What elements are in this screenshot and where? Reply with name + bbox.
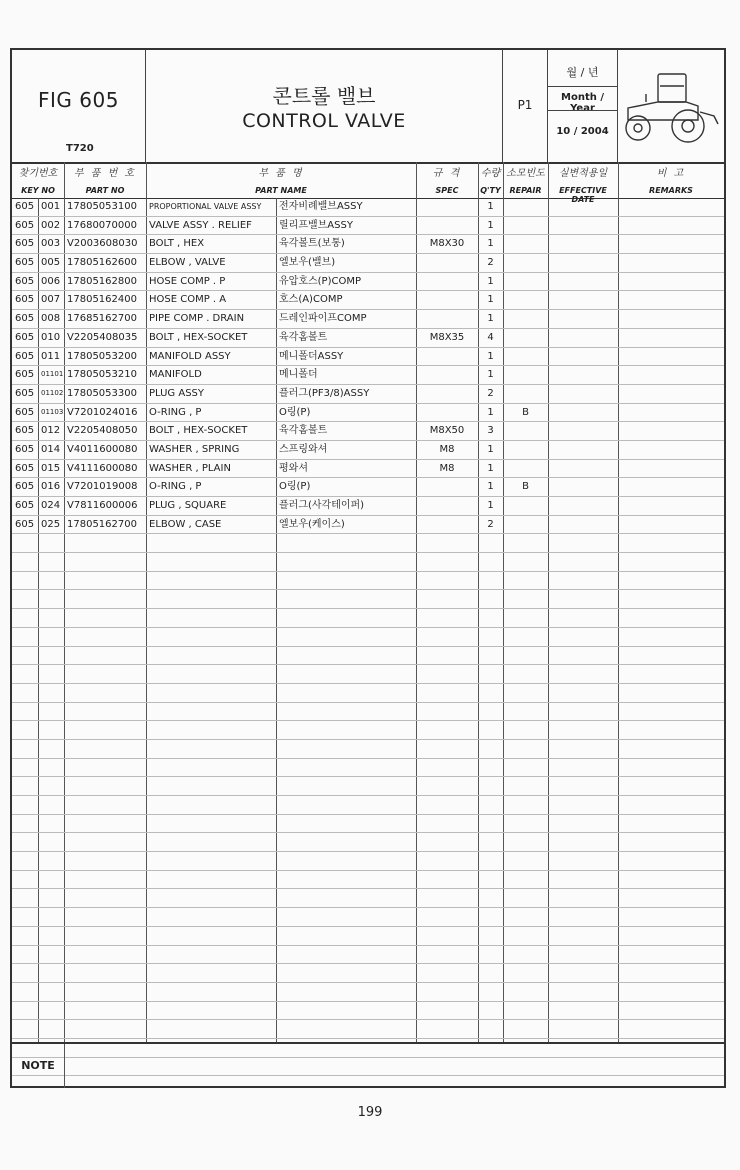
cell-name-en: O-RING , P: [149, 481, 202, 493]
cell-part-no: 17805162400: [67, 294, 137, 306]
table-row: [12, 235, 724, 254]
cell-key: 025: [41, 518, 61, 530]
cell-name-ko: 메니폴더: [279, 369, 318, 381]
cell-name-ko: 전자비례밸브ASSY: [279, 201, 363, 212]
date-cell: [548, 50, 618, 162]
cell-name-ko: 드레인파이프COMP: [279, 313, 367, 325]
table-row: [12, 572, 724, 591]
cell-repair: [503, 460, 548, 478]
cell-name-ko: 유압호스(P)COMP: [279, 275, 361, 287]
cell-qty: 1: [487, 350, 494, 362]
cell-repair: [503, 329, 548, 347]
page-cell: [503, 50, 548, 162]
cell-qty: 1: [487, 219, 494, 231]
cell-part-no: V7811600006: [67, 500, 138, 511]
cell-key: 015: [41, 462, 61, 474]
cell-name-ko: 육각볼트(보통): [279, 238, 345, 250]
table-row: [12, 796, 724, 815]
cell-name-en: BOLT , HEX-SOCKET: [149, 425, 248, 437]
table-row: [12, 628, 724, 647]
table-row: [12, 460, 724, 479]
cell-part-no: V2205408050: [67, 425, 138, 437]
cell-repair: B: [522, 406, 529, 418]
note-section: [12, 1042, 724, 1088]
table-row: [12, 553, 724, 572]
sheet-header: [12, 50, 724, 164]
tractor-icon: [618, 50, 724, 162]
cell-repair: [503, 348, 548, 366]
title-english: CONTROL VALVE: [242, 110, 406, 132]
cell-key: 005: [41, 257, 61, 269]
col-partname: 부 품 명 PART NAME: [255, 168, 307, 195]
cell-spec: [416, 310, 478, 328]
cell-part-no: 17680070000: [67, 219, 137, 231]
cell-repair: [503, 310, 548, 328]
cell-qty: 1: [487, 275, 494, 287]
cell-name-en: VALVE ASSY . RELIEF: [149, 219, 252, 231]
cell-name-en: MANIFOLD: [149, 369, 202, 381]
date-label-english: Month / Year: [561, 92, 604, 114]
cell-spec: M8: [439, 443, 455, 455]
cell-name-en: PLUG , SQUARE: [149, 500, 227, 511]
cell-spec: [416, 291, 478, 309]
cell-repair: [503, 198, 548, 216]
cell-qty: 1: [487, 369, 494, 381]
cell-qty: 2: [487, 518, 494, 530]
table-row: [12, 385, 724, 404]
cell-fig: 605: [15, 462, 35, 474]
fig-number: FIG 605: [38, 88, 119, 112]
cell-part-no: 17805053200: [67, 350, 137, 362]
cell-name-ko: 평와셔: [279, 462, 308, 474]
cell-qty: 4: [487, 331, 494, 343]
table-row: [12, 516, 724, 535]
cell-name-en: HOSE COMP . P: [149, 275, 226, 287]
cell-repair: [503, 366, 548, 384]
title-cell: [146, 50, 503, 162]
cell-spec: M8X30: [429, 238, 465, 250]
cell-key: 006: [41, 275, 61, 287]
cell-name-ko: 엘보우(케이스): [279, 518, 345, 530]
title-korean: 콘트롤 밸브: [272, 84, 376, 108]
cell-name-ko: 메니폴더ASSY: [279, 350, 344, 362]
table-row: [12, 422, 724, 441]
cell-part-no: V7201024016: [67, 406, 138, 418]
col-partno: 부 품 번 호 PART NO: [73, 168, 137, 195]
cell-spec: [416, 478, 478, 496]
cell-qty: 2: [487, 257, 494, 269]
cell-part-no: 17805053300: [67, 387, 137, 399]
table-row: [12, 590, 724, 609]
table-row: [12, 684, 724, 703]
cell-name-ko: 플러그(PF3/8)ASSY: [279, 387, 370, 399]
cell-part-no: 17685162700: [67, 313, 137, 325]
cell-name-en: PROPORTIONAL VALVE ASSY: [149, 202, 262, 211]
cell-key: 011: [41, 350, 61, 362]
cell-key: 014: [41, 443, 61, 455]
cell-spec: [416, 366, 478, 384]
table-row: [12, 497, 724, 516]
cell-fig: 605: [15, 481, 35, 493]
cell-repair: [503, 516, 548, 534]
table-row: [12, 273, 724, 292]
cell-qty: 1: [487, 406, 494, 418]
table-row: [12, 908, 724, 927]
cell-name-en: WASHER , SPRING: [149, 443, 240, 455]
page-number: 199: [357, 1105, 383, 1120]
cell-key: 008: [41, 313, 61, 325]
col-remarks: 비 고 REMARKS: [649, 168, 693, 195]
fig-cell: [12, 50, 146, 162]
table-row: [12, 647, 724, 666]
table-row: [12, 777, 724, 796]
cell-name-en: WASHER , PLAIN: [149, 462, 231, 474]
table-row: [12, 1002, 724, 1021]
cell-qty: 1: [487, 294, 494, 306]
cell-repair: [503, 235, 548, 253]
cell-fig: 605: [15, 219, 35, 231]
cell-fig: 605: [15, 201, 35, 212]
col-repair: 소모빈도 REPAIR: [506, 168, 545, 195]
cell-key: 001: [41, 201, 61, 212]
cell-name-ko: 릴리프밸브ASSY: [279, 219, 353, 231]
cell-key: 016: [41, 481, 61, 493]
cell-spec: [416, 217, 478, 235]
tractor-illustration: [618, 50, 724, 162]
cell-fig: 605: [15, 500, 35, 511]
cell-part-no: V2003608030: [67, 238, 138, 250]
table-row: [12, 964, 724, 983]
cell-spec: [416, 516, 478, 534]
cell-key: 003: [41, 238, 61, 250]
cell-name-ko: 플러그(사각테이퍼): [279, 500, 365, 511]
cell-fig: 605: [15, 238, 35, 250]
table-row: [12, 721, 724, 740]
cell-name-ko: 엘보우(밸브): [279, 257, 336, 269]
cell-key: 010: [41, 331, 61, 343]
cell-qty: 1: [487, 313, 494, 325]
table-row: [12, 665, 724, 684]
table-row: [12, 759, 724, 778]
cell-spec: M8: [439, 462, 455, 474]
cell-fig: 605: [15, 350, 35, 362]
cell-qty: 1: [487, 238, 494, 250]
cell-spec: [416, 404, 478, 422]
cell-spec: [416, 497, 478, 515]
cell-repair: [503, 441, 548, 459]
cell-part-no: 17805053100: [67, 201, 137, 212]
cell-spec: [416, 254, 478, 272]
cell-name-en: PIPE COMP . DRAIN: [149, 313, 245, 325]
cell-part-no: V7201019008: [67, 481, 138, 493]
parts-table: [12, 198, 724, 1076]
cell-name-en: BOLT , HEX: [149, 238, 205, 250]
cell-key: 01101: [41, 370, 64, 379]
cell-fig: 605: [15, 425, 35, 437]
cell-fig: 605: [15, 387, 35, 399]
cell-repair: [503, 291, 548, 309]
cell-name-ko: O링(P): [279, 406, 311, 418]
cell-spec: M8X35: [429, 331, 465, 343]
table-row: [12, 404, 724, 423]
cell-fig: 605: [15, 257, 35, 269]
cell-key: 01102: [41, 388, 64, 397]
table-row: [12, 534, 724, 553]
col-key: 찾기번호 KEY NO: [18, 168, 58, 195]
cell-qty: 3: [487, 425, 494, 437]
cell-name-en: PLUG ASSY: [149, 387, 204, 399]
cell-part-no: 17805162700: [67, 518, 137, 530]
cell-qty: 1: [487, 500, 494, 511]
table-row: [12, 1020, 724, 1039]
table-row: [12, 348, 724, 367]
cell-key: 01103: [41, 407, 64, 416]
date-value: 10 / 2004: [556, 126, 609, 137]
table-row: [12, 703, 724, 722]
table-row: [12, 852, 724, 871]
table-row: [12, 217, 724, 236]
table-row: [12, 609, 724, 628]
table-row: [12, 740, 724, 759]
cell-spec: [416, 273, 478, 291]
col-effective-date: 실변적용일 EFFECTIVE DATE: [558, 168, 608, 204]
cell-fig: 605: [15, 294, 35, 306]
table-row: [12, 198, 724, 217]
cell-name-en: HOSE COMP . A: [149, 294, 227, 306]
cell-spec: [416, 348, 478, 366]
cell-fig: 605: [15, 406, 35, 418]
table-row: [12, 254, 724, 273]
cell-repair: [503, 273, 548, 291]
cell-name-ko: O링(P): [279, 481, 311, 493]
cell-part-no: V4011600080: [67, 443, 138, 455]
cell-fig: 605: [15, 443, 35, 455]
col-qty: 수량 Q'TY: [480, 168, 501, 195]
cell-key: 024: [41, 500, 61, 511]
table-row: [12, 946, 724, 965]
cell-name-ko: 호스(A)COMP: [279, 294, 343, 306]
cell-key: 002: [41, 219, 61, 231]
cell-part-no: 17805053210: [67, 369, 137, 381]
table-row: [12, 889, 724, 908]
cell-name-en: ELBOW , VALVE: [149, 257, 226, 269]
table-row: [12, 441, 724, 460]
cell-qty: 1: [487, 201, 494, 212]
cell-spec: [416, 198, 478, 216]
page-label: P1: [517, 98, 533, 112]
cell-name-ko: 스프링와셔: [279, 443, 328, 455]
parts-sheet: [10, 48, 726, 1088]
cell-repair: [503, 254, 548, 272]
cell-name-en: ELBOW , CASE: [149, 518, 222, 530]
table-row: [12, 291, 724, 310]
table-row: [12, 833, 724, 852]
table-row: [12, 815, 724, 834]
cell-repair: [503, 497, 548, 515]
cell-qty: 1: [487, 443, 494, 455]
table-row: [12, 366, 724, 385]
cell-fig: 605: [15, 518, 35, 530]
cell-qty: 2: [487, 387, 494, 399]
cell-part-no: V2205408035: [67, 331, 138, 343]
cell-key: 007: [41, 294, 61, 306]
cell-repair: [503, 422, 548, 440]
cell-spec: M8X50: [429, 425, 465, 437]
cell-spec: [416, 385, 478, 403]
cell-name-ko: 육각홈볼트: [279, 425, 328, 437]
cell-fig: 605: [15, 313, 35, 325]
table-row: [12, 983, 724, 1002]
cell-part-no: 17805162600: [67, 257, 137, 269]
note-label: NOTE: [12, 1044, 65, 1088]
cell-repair: [503, 217, 548, 235]
date-label-korean: 월 / 년: [566, 66, 599, 79]
cell-qty: 1: [487, 462, 494, 474]
cell-name-ko: 육각홈볼트: [279, 331, 328, 343]
table-row: [12, 329, 724, 348]
cell-fig: 605: [15, 331, 35, 343]
table-row: [12, 927, 724, 946]
cell-repair: [503, 385, 548, 403]
cell-name-en: O-RING , P: [149, 406, 202, 418]
table-row: [12, 478, 724, 497]
cell-name-en: BOLT , HEX-SOCKET: [149, 331, 248, 343]
cell-name-en: MANIFOLD ASSY: [149, 350, 231, 362]
cell-key: 012: [41, 425, 61, 437]
col-spec: 규 격 SPEC: [432, 168, 462, 195]
cell-part-no: V4111600080: [67, 462, 138, 474]
cell-part-no: 17805162800: [67, 275, 137, 287]
cell-qty: 1: [487, 481, 494, 493]
table-row: [12, 871, 724, 890]
cell-fig: 605: [15, 369, 35, 381]
table-row: [12, 310, 724, 329]
cell-fig: 605: [15, 275, 35, 287]
model-code: T720: [66, 143, 94, 154]
cell-repair: B: [522, 481, 529, 493]
